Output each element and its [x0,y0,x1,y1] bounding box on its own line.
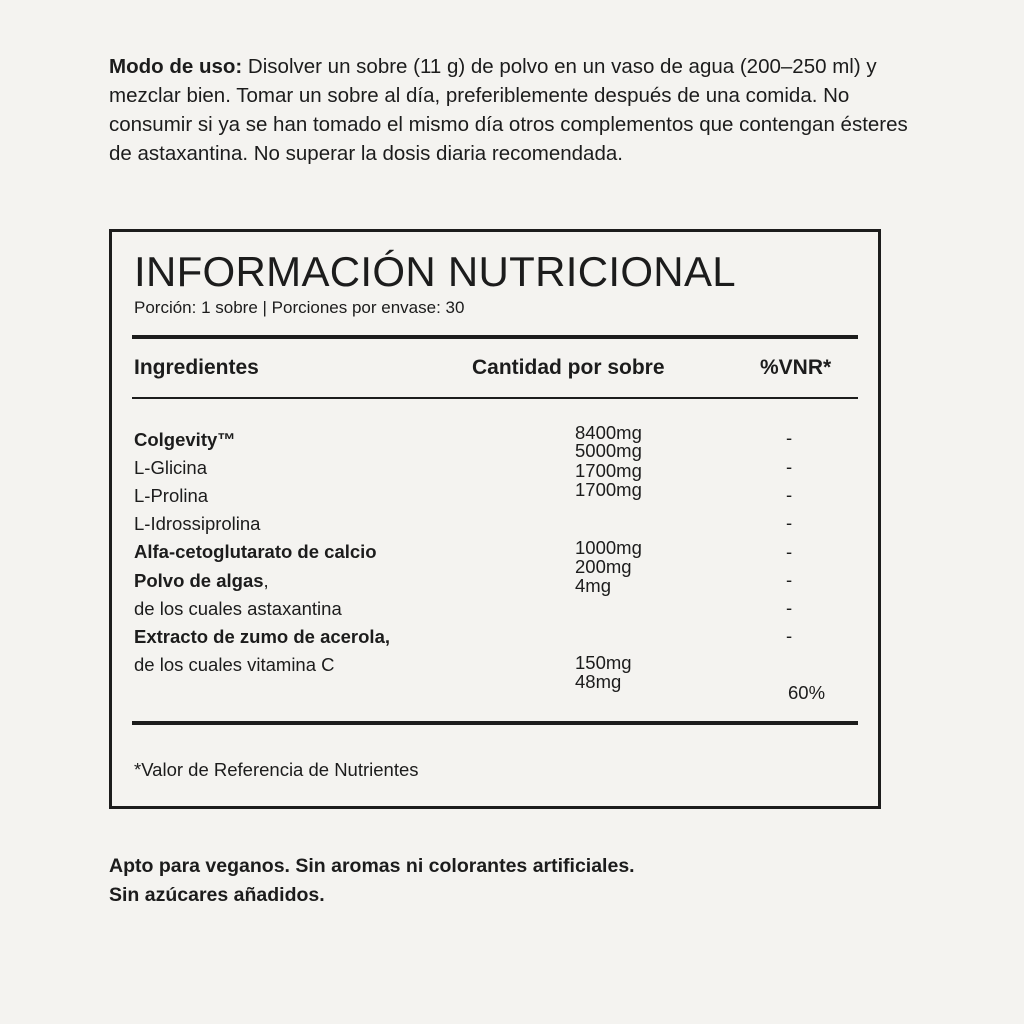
header-ingredients: Ingredientes [134,356,259,379]
nutrition-title: INFORMACIÓN NUTRICIONAL [134,248,736,295]
ingredient-vitamina-c: de los cuales vitamina C [134,654,335,675]
amount-value: 4mg [575,575,611,596]
header-amount: Cantidad por sobre [472,356,665,379]
usage-instructions [109,52,909,168]
divider-bottom [132,721,858,725]
vnr-dash: - [786,427,793,448]
ingredient-polvo-algas-comma: , [263,570,269,591]
vnr-dash: - [786,456,793,477]
ingredient-l-glicina: L-Glicina [134,457,207,478]
amount-value: 48mg [575,671,622,692]
vnr-dash: - [786,541,793,562]
ingredient-alfa-cetoglutarato: Alfa-cetoglutarato de calcio [134,541,377,562]
amount-value: 5000mg [575,440,642,461]
amount-value: 1000mg [575,537,642,558]
nutrition-panel [109,229,881,809]
ingredient-polvo-algas-name: Polvo de algas [134,570,264,591]
footnote: *Valor de Referencia de Nutrientes [134,759,419,780]
ingredient-l-prolina: L-Prolina [134,485,209,506]
divider-top [132,335,858,339]
ingredient-polvo-algas [134,570,269,592]
vnr-dash: - [786,512,793,533]
claim-line-2: Sin azúcares añadidos. [109,884,325,906]
vnr-dash: - [786,597,793,618]
usage-label: Modo de uso: [109,55,243,78]
ingredient-astaxantina: de los cuales astaxantina [134,598,342,619]
claim-line-1: Apto para veganos. Sin aromas ni colorantes artificiales. [109,855,635,877]
amount-value: 8400mg [575,422,642,443]
amount-value: 1700mg [575,479,642,500]
usage-text: Disolver un sobre (11 g) de polvo en un vaso de agua (200–250 ml) y mezclar bien. Tomar un sobre al día, preferiblemente después de una comida. No consumir si ya se han tomado el mismo día otros complementos que contengan ésteres de astaxantina. No superar la dosis diaria recomendada. [109,55,908,165]
header-vnr: %VNR* [760,356,832,379]
vnr-dash: - [786,625,793,646]
amount-value: 200mg [575,556,632,577]
vnr-dash: - [786,569,793,590]
ingredient-acerola: Extracto de zumo de acerola, [134,626,391,647]
divider-header [132,397,858,399]
serving-info: Porción: 1 sobre | Porciones por envase: 30 [134,298,465,317]
amount-value: 150mg [575,652,632,673]
ingredient-colgevity: Colgevity™ [134,429,236,450]
amount-value: 1700mg [575,460,642,481]
vnr-vitamin-c: 60% [788,682,826,703]
ingredient-l-idrossiprolina: L-Idrossiprolina [134,513,261,534]
vnr-dash: - [786,484,793,505]
product-claims [109,852,635,910]
